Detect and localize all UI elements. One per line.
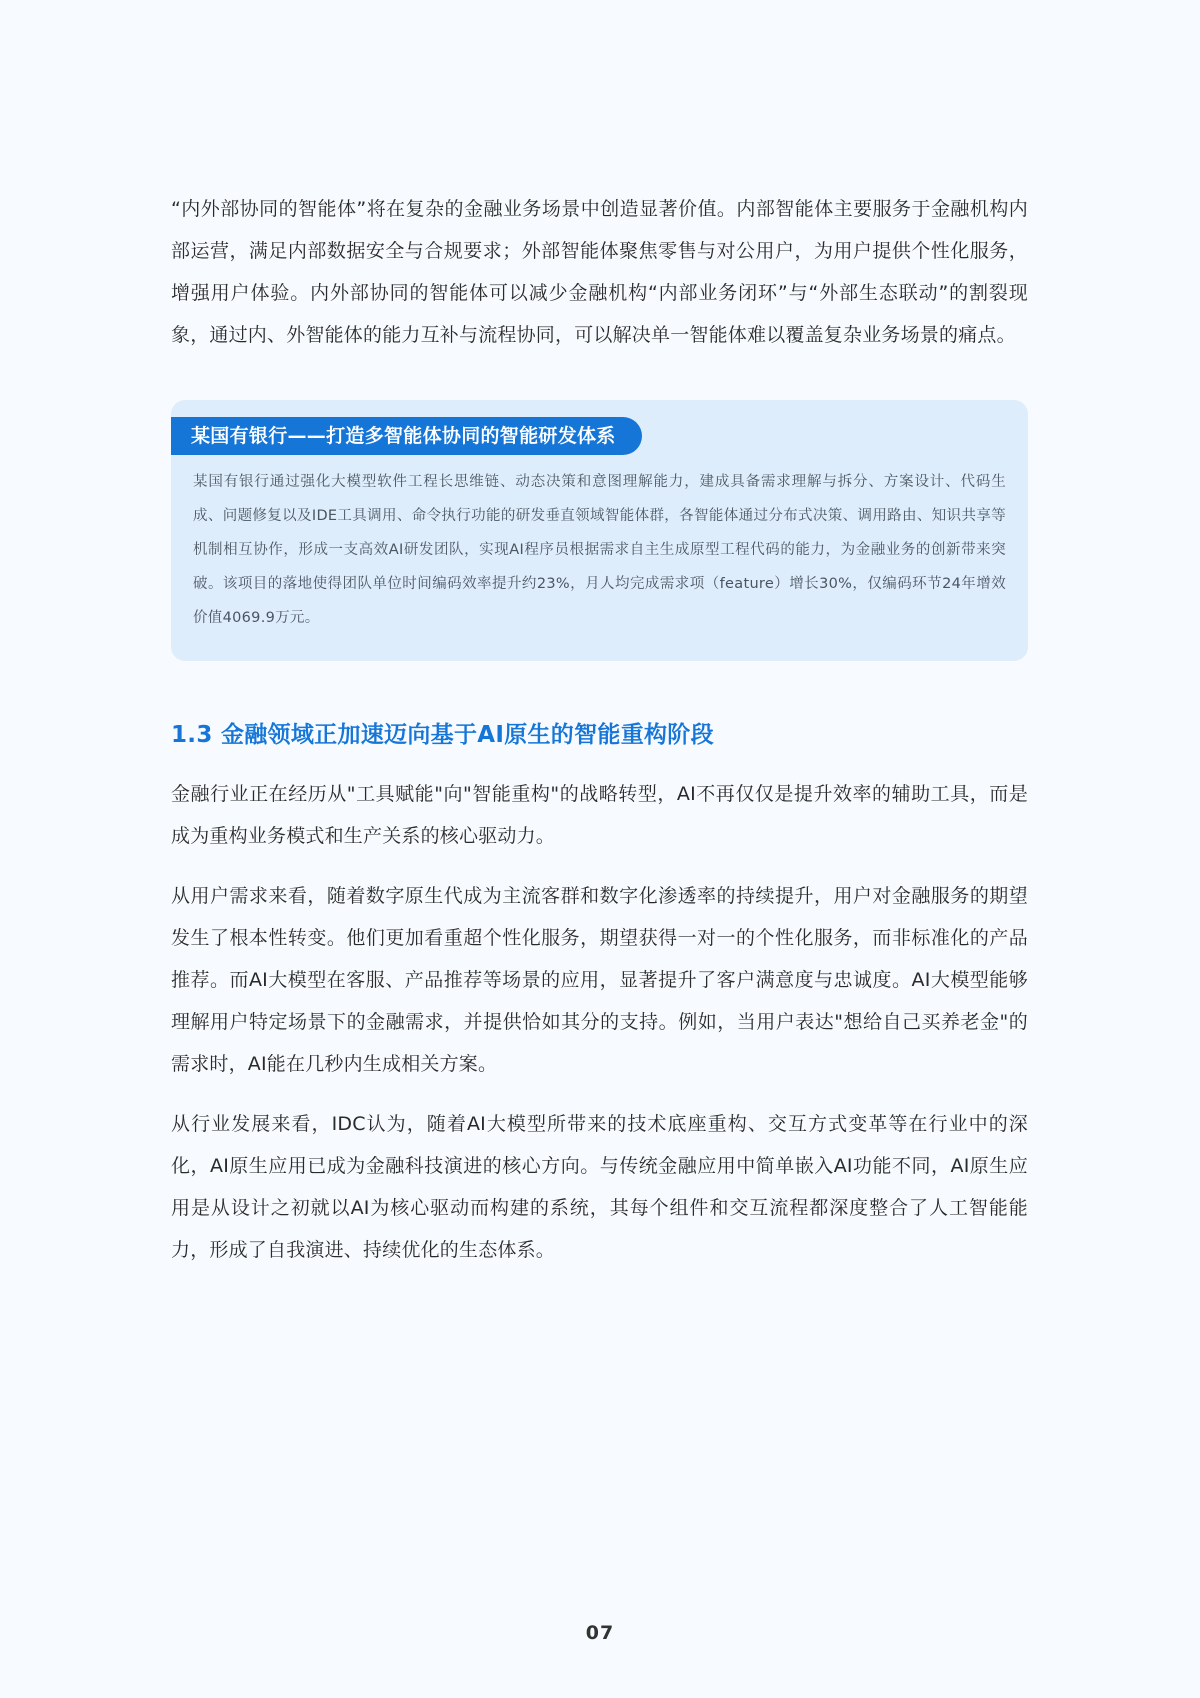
case-study-box	[171, 400, 1028, 661]
section-heading: 1.3 金融领域正加速迈向基于AI原生的智能重构阶段	[171, 722, 714, 748]
case-study-body: 某国有银行通过强化大模型软件工程长思维链、动态决策和意图理解能力，建成具备需求理解与拆分、方案设计、代码生成、问题修复以及IDE工具调用、命令执行功能的研发垂直领域智能体群，各智能体通过分布式决策、调用路由、知识共享等机制相互协作，形成一支高效AI研发团队，实现AI程序员根据需求自主生成原型工程代码的能力，为金融业务的创新带来突破。该项目的落地使得团队单位时间编码效率提升约23%，月人均完成需求项（feature）增长30%，仅编码环节24年增效价值4069.9万元。	[193, 474, 1006, 626]
section-paragraph-2: 从用户需求来看，随着数字原生代成为主流客群和数字化渗透率的持续提升，用户对金融服务的期望发生了根本性转变。他们更加看重超个性化服务，期望获得一对一的个性化服务，而非标准化的产品推荐。而AI大模型在客服、产品推荐等场景的应用，显著提升了客户满意度与忠诚度。AI大模型能够理解用户特定场景下的金融需求，并提供恰如其分的支持。例如，当用户表达"想给自己买养老金"的需求时，AI能在几秒内生成相关方案。	[171, 885, 1028, 1075]
page-content	[171, 188, 1028, 1271]
section-paragraph-3: 从行业发展来看，IDC认为，随着AI大模型所带来的技术底座重构、交互方式变革等在行业中的深化，AI原生应用已成为金融科技演进的核心方向。与传统金融应用中简单嵌入AI功能不同，AI原生应用是从设计之初就以AI为核心驱动而构建的系统，其每个组件和交互流程都深度整合了人工智能能力，形成了自我演进、持续优化的生态体系。	[171, 1113, 1028, 1261]
section-paragraph-1: 金融行业正在经历从"工具赋能"向"智能重构"的战略转型，AI不再仅仅是提升效率的辅助工具，而是成为重构业务模式和生产关系的核心驱动力。	[171, 783, 1028, 847]
intro-paragraph: “内外部协同的智能体”将在复杂的金融业务场景中创造显著价值。内部智能体主要服务于金融机构内部运营，满足内部数据安全与合规要求；外部智能体聚焦零售与对公用户，为用户提供个性化服务，增强用户体验。内外部协同的智能体可以减少金融机构“内部业务闭环”与“外部生态联动”的割裂现象，通过内、外智能体的能力互补与流程协同，可以解决单一智能体难以覆盖复杂业务场景的痛点。	[171, 198, 1028, 346]
case-study-title: 某国有银行——打造多智能体协同的智能研发体系	[171, 417, 642, 455]
page-number: 07	[585, 1622, 615, 1644]
